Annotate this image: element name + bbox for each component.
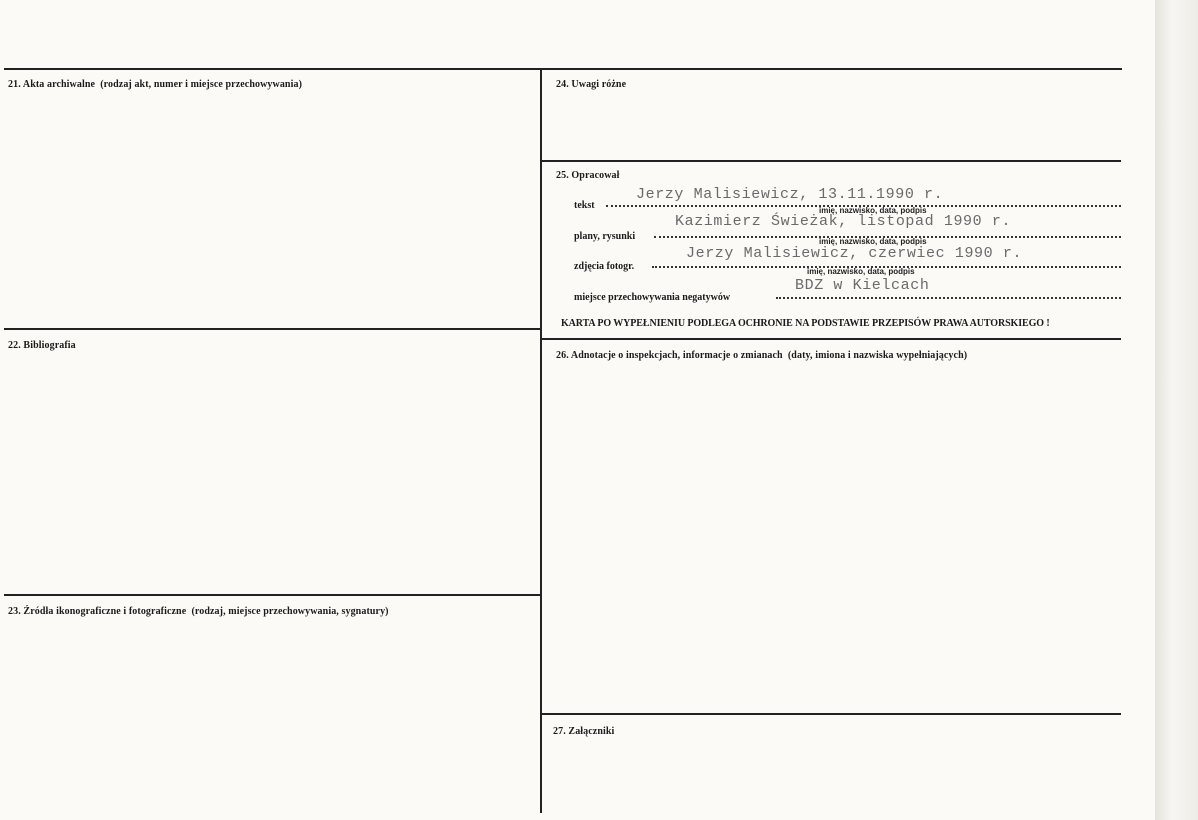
opracowal-label-plany: plany, rysunki <box>574 231 636 242</box>
opracowal-label-zdjecia: zdjęcia fotogr. <box>574 261 635 272</box>
opracowal-value-negatywy: BDZ w Kielcach <box>795 277 930 294</box>
section-22-label <box>8 340 76 351</box>
opracowal-value-zdjecia: Jerzy Malisiewicz, czerwiec 1990 r. <box>686 245 1023 262</box>
section-23-number: 23. <box>8 606 21 617</box>
section-27-title: Załączniki <box>568 726 615 737</box>
opracowal-caption-plany: imię, nazwisko, data, podpis <box>819 237 927 246</box>
section-24-label <box>556 79 626 90</box>
section-27-number: 27. <box>553 726 566 737</box>
rule-right-25 <box>541 160 1121 162</box>
section-23-title: Źródła ikonograficzne i fotograficzne <box>23 606 187 617</box>
section-21-title: Akta archiwalne <box>22 79 96 90</box>
top-rule <box>4 68 1122 70</box>
copyright-notice: KARTA PO WYPEŁNIENIU PODLEGA OCHRONIE NA PODSTAWIE PRZEPISÓW PRAWA AUTORSKIEGO ! <box>561 318 1050 329</box>
opracowal-value-tekst: Jerzy Malisiewicz, 13.11.1990 r. <box>636 186 944 203</box>
section-24-title: Uwagi różne <box>571 79 627 90</box>
section-21-label <box>8 79 302 90</box>
section-23-label <box>8 606 389 617</box>
opracowal-label-negatywy: miejsce przechowywania negatywów <box>574 292 731 303</box>
section-25-number: 25. <box>556 170 569 181</box>
section-23-detail: (rodzaj, miejsce przechowywania, sygnatury) <box>191 606 389 617</box>
rule-right-26 <box>541 338 1121 340</box>
opracowal-caption-tekst: imię, nazwisko, data, podpis <box>819 206 927 215</box>
section-24-number: 24. <box>556 79 569 90</box>
section-25-title: Opracował <box>571 170 620 181</box>
opracowal-line-negatywy <box>776 297 1121 299</box>
section-22-number: 22. <box>8 340 21 351</box>
opracowal-label-tekst: tekst <box>574 200 595 211</box>
center-divider <box>540 68 542 813</box>
rule-left-22 <box>4 328 541 330</box>
section-26-title: Adnotacje o inspekcjach, informacje o zmianach <box>570 350 783 361</box>
card-edge-shadow <box>1155 0 1198 820</box>
rule-left-23 <box>4 594 541 596</box>
section-22-title: Bibliografia <box>23 340 76 351</box>
section-27-label <box>553 726 614 737</box>
rule-right-27 <box>541 713 1121 715</box>
opracowal-caption-zdjecia: imię, nazwisko, data, podpis <box>807 267 915 276</box>
section-21-number: 21. <box>8 79 21 90</box>
opracowal-value-plany: Kazimierz Świeżak, listopad 1990 r. <box>675 213 1012 230</box>
section-21-detail: (rodzaj akt, numer i miejsce przechowywania) <box>100 79 303 90</box>
section-26-number: 26. <box>556 350 569 361</box>
section-26-detail: (daty, imiona i nazwiska wypełniających) <box>787 350 968 361</box>
section-25-label <box>556 170 620 181</box>
section-26-label <box>556 350 967 361</box>
